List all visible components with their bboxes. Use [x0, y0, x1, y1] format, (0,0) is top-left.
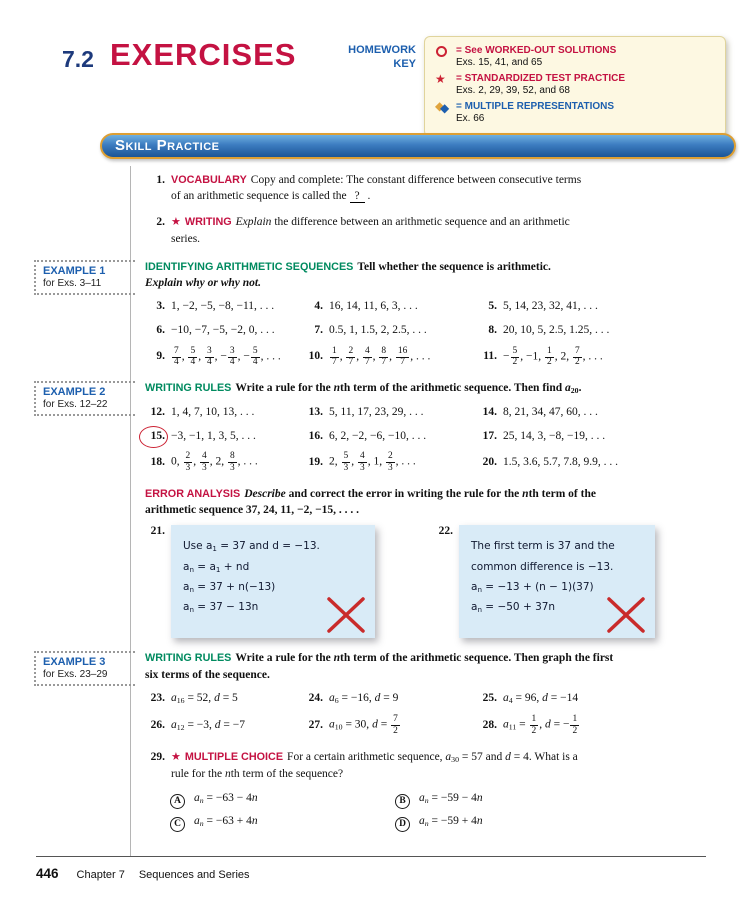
problem-body: $\frac{7}{4}$ , $\frac{5}{4}$ , $\frac{3}{4}$ , − $\frac{3}{4}$ , − $\frac{5}{4}$ , . . . [174, 345, 281, 368]
problem-body: $a_6 = -16$, d = 9 [329, 691, 399, 705]
red-x-icon [325, 596, 367, 634]
skill-practice-banner [100, 133, 736, 159]
example1-tab [34, 260, 135, 295]
error-analysis-tag: ERROR ANALYSIS [145, 487, 241, 500]
problem-grid [145, 690, 720, 737]
problem [303, 322, 477, 338]
problem-number: 7. [314, 324, 323, 337]
problem-number: 8. [488, 324, 497, 337]
chapter-label: Chapter 7 [76, 869, 125, 881]
problem-body: 6, 2, −2, −6, −10, . . . [329, 429, 427, 442]
example-sublabel: for Exs. 3–11 [43, 277, 102, 289]
key-text [456, 73, 625, 96]
problem-number: 28. [482, 718, 497, 731]
choice-text: $a_n = -59 + 4n$ [419, 815, 483, 829]
problem-body: Copy and complete: The constant difference between consecutive terms of an arithmetic sequence is called the ? . [171, 174, 582, 203]
problem-number: 21. [150, 525, 165, 538]
problem-number: 10. [308, 350, 323, 363]
problem-body: 0.5, 1, 1.5, 2, 2.5, . . . [329, 324, 427, 337]
problem-number: 6. [156, 324, 165, 337]
problem [145, 322, 303, 338]
problem-body: Explain the difference between an arithmetic sequence and an arithmetic series. [171, 216, 570, 245]
example-label: EXAMPLE 1 [43, 264, 106, 277]
problem [303, 347, 477, 369]
problem [477, 404, 720, 420]
problem-number: 14. [482, 405, 497, 418]
problem-1 [145, 172, 720, 204]
answer-choice [170, 815, 395, 830]
error-cards [145, 525, 720, 638]
choice-letter: A [170, 794, 185, 809]
page-footer [36, 856, 706, 881]
problem [145, 690, 303, 707]
key-label: = MULTIPLE REPRESENTATIONS [456, 101, 615, 112]
problem [145, 347, 303, 369]
problem [303, 298, 477, 314]
star-icon [171, 751, 185, 763]
problem-29 [145, 749, 720, 782]
problem-number: 22. [438, 525, 453, 538]
card-line: $a_n = -13 + (n - 1)(37)$ [471, 580, 594, 594]
problem [145, 298, 303, 314]
problem-body: 1.5, 3.6, 5.7, 7.8, 9.9, . . . [503, 455, 618, 468]
answer-choice [170, 792, 395, 807]
heading-text: Tell whether the sequence is arithmetic. [357, 260, 551, 273]
problem [477, 715, 720, 737]
card-line: $a_n = a_1$ + nd [183, 560, 250, 574]
key-detail: Exs. 2, 29, 39, 52, and 68 [456, 85, 570, 96]
problem [145, 717, 303, 734]
example-label: EXAMPLE 2 [43, 386, 106, 399]
key-detail: Exs. 15, 41, and 65 [456, 57, 543, 68]
choice-text: $a_n = -63 - 4n$ [194, 792, 258, 806]
key-label: = STANDARDIZED TEST PRACTICE [456, 73, 625, 84]
problem [145, 404, 303, 420]
problem-number: 16. [308, 429, 323, 442]
problem-body: 5, 11, 17, 23, 29, . . . [329, 405, 424, 418]
key-text [456, 101, 614, 124]
topic-tag: WRITING RULES [145, 382, 232, 395]
example1-heading [145, 259, 615, 292]
example2-tab [34, 381, 135, 416]
card-line: $a_n = -50 + 37n$ [471, 600, 556, 614]
problem [477, 298, 720, 314]
problem-body: For a certain arithmetic sequence, $a_{30} = 57$ and d = 4. What is a rule for the nth term of the sequence? [171, 750, 578, 780]
answer-choices [170, 792, 720, 830]
answer-choice [395, 792, 720, 807]
problem-body: − $\frac{5}{2}$ , −1, $\frac{1}{2}$ , 2, $\frac{7}{2}$ , . . . [503, 345, 603, 368]
card-line: The first term is 37 and the [471, 540, 615, 553]
problem-body: $\frac{1}{7}$ , $\frac{2}{7}$ , $\frac{4}{7}$ , $\frac{8}{7}$ , $\frac{16}{7}$ , . . . [332, 345, 431, 368]
homework-key-line1: HOMEWORK [348, 44, 416, 56]
homework-key-box [424, 36, 726, 137]
problem-number: 27. [308, 718, 323, 731]
choice-text: $a_n = -63 + 4n$ [194, 815, 258, 829]
problem-number: 11. [483, 350, 497, 363]
key-label: = See WORKED-OUT SOLUTIONS [456, 45, 617, 56]
chapter-title: Sequences and Series [138, 869, 250, 881]
problem [303, 452, 477, 474]
key-item [435, 73, 715, 96]
problem-number: 17. [482, 429, 497, 442]
problem-number: 25. [482, 691, 497, 704]
topic-tag: WRITING RULES [145, 652, 232, 665]
problem-body: $a_{16} = 52$, d = 5 [171, 691, 238, 705]
problem-body: 2, $\frac{5}{3}$ , $\frac{4}{3}$ , 1, $\frac{2}{3}$ , . . . [329, 450, 416, 473]
problem [477, 690, 720, 707]
section-number: 7.2 [62, 46, 94, 72]
problem-number: 18. [150, 455, 165, 468]
example-sublabel: for Exs. 23–29 [43, 669, 108, 681]
heading-text-2: Explain why or why not. [145, 277, 261, 290]
example1-section [43, 259, 720, 369]
problem-text [171, 172, 591, 204]
example-sublabel: for Exs. 12–22 [43, 399, 108, 411]
problem-body: 0, $\frac{2}{3}$ , $\frac{4}{3}$ , 2, $\frac{8}{3}$ , . . . [171, 450, 258, 473]
example3-heading [145, 650, 615, 683]
problem-text [171, 749, 591, 782]
example2-section [43, 380, 720, 473]
topic-tag: IDENTIFYING ARITHMETIC SEQUENCES [145, 260, 354, 273]
key-icon [435, 45, 451, 58]
homework-key-line2: KEY [393, 57, 416, 70]
problem-number: 15. [145, 430, 165, 442]
problem-number: 24. [308, 691, 323, 704]
error-card-1 [171, 525, 375, 638]
problem-number: 20. [482, 455, 497, 468]
key-item [435, 45, 715, 68]
multiple-choice-tag: MULTIPLE CHOICE [184, 750, 284, 763]
problem-number: 19. [308, 455, 323, 468]
heading-text: Write a rule for the nth term of the arithmetic sequence. Then graph the first six terms of the sequence. [145, 652, 614, 681]
problem-number: 5. [488, 300, 497, 313]
heading-text: Write a rule for the nth term of the arithmetic sequence. Then find $a_{20}$. [235, 382, 582, 396]
problem-body: −3, −1, 1, 3, 5, . . . [171, 429, 256, 442]
problem [477, 454, 720, 470]
card-line: $a_n = 37 + n(-13)$ [183, 580, 276, 594]
error-analysis-heading [145, 486, 615, 519]
problem-body: 1, 4, 7, 10, 13, . . . [171, 405, 255, 418]
problem-29-section [145, 749, 720, 830]
problem-grid [145, 404, 720, 474]
problem-body: 25, 14, 3, −8, −19, . . . [503, 429, 606, 442]
example3-tab [34, 651, 135, 686]
card-line: Use $a_1 = 37$ and d = −13. [183, 540, 320, 554]
problem-21 [145, 525, 433, 638]
problem [145, 428, 303, 444]
error-card-2 [459, 525, 655, 638]
section-title: EXERCISES [110, 37, 297, 72]
problem [145, 452, 303, 474]
key-icon [435, 101, 451, 114]
exercise-content [43, 172, 720, 842]
choice-letter: C [170, 817, 185, 832]
problem-body: $a_{10} = 30$, d = $\frac{7}{2}$ [329, 713, 398, 736]
problem-number: 4. [314, 300, 323, 313]
choice-text: $a_n = -59 - 4n$ [419, 792, 483, 806]
card-line: $a_n = 37 - 13n$ [183, 600, 259, 614]
key-detail: Ex. 66 [456, 113, 485, 124]
problem [477, 347, 720, 369]
problem-body: $a_{12} = -3$, d = −7 [171, 718, 246, 732]
page-number: 446 [36, 866, 59, 881]
star-icon [171, 216, 185, 228]
red-x-icon [605, 596, 647, 634]
answer-choice [395, 815, 720, 830]
problem-body: −10, −7, −5, −2, 0, . . . [171, 324, 275, 337]
problem-body: 5, 14, 23, 32, 41, . . . [503, 300, 598, 313]
problem-text [171, 214, 591, 246]
problem-number: 23. [150, 691, 165, 704]
problem-number: 26. [150, 718, 165, 731]
problem [303, 715, 477, 737]
problem-grid [145, 298, 720, 368]
problem-body: 8, 21, 34, 47, 60, . . . [503, 405, 598, 418]
error-analysis-section [145, 486, 720, 639]
choice-letter: B [395, 794, 410, 809]
problem [477, 428, 720, 444]
problem-2 [145, 214, 720, 246]
homework-key-label [334, 44, 416, 72]
intro-problems [145, 172, 720, 247]
key-text [456, 45, 616, 68]
heading-text: Describe and correct the error in writing the rule for the nth term of the arithmetic sequence 37, 24, 11, −2, −15, . . . . [145, 487, 596, 516]
problem [303, 690, 477, 707]
problem-number: 9. [156, 350, 165, 363]
vocabulary-tag: VOCABULARY [171, 174, 247, 186]
problem-22 [433, 525, 720, 638]
problem-number: 3. [156, 300, 165, 313]
problem-body: $a_4 = 96$, d = −14 [503, 691, 579, 705]
problem-body: $a_{11}$ = $\frac{1}{2}$ , d = − $\frac{1}{2}$ [503, 713, 578, 736]
problem-body: 1, −2, −5, −8, −11, . . . [171, 300, 275, 313]
example-label: EXAMPLE 3 [43, 656, 106, 669]
problem [303, 404, 477, 420]
key-item [435, 101, 715, 124]
writing-tag: WRITING [184, 216, 232, 229]
example2-heading [145, 380, 615, 396]
problem-body: 20, 10, 5, 2.5, 1.25, . . . [503, 324, 610, 337]
problem-number: 2. [156, 216, 165, 229]
problem-number: 1. [156, 174, 165, 186]
problem-number: 12. [150, 405, 165, 418]
card-line: common difference is −13. [471, 560, 614, 573]
skill-practice-title: Skill Practice [115, 137, 220, 154]
key-icon [435, 73, 451, 86]
problem [477, 322, 720, 338]
problem-body: 16, 14, 11, 6, 3, . . . [329, 300, 418, 313]
choice-letter: D [395, 817, 410, 832]
problem-number: 13. [308, 405, 323, 418]
example3-section [43, 650, 720, 736]
problem [303, 428, 477, 444]
problem-number: 29. [150, 750, 165, 763]
